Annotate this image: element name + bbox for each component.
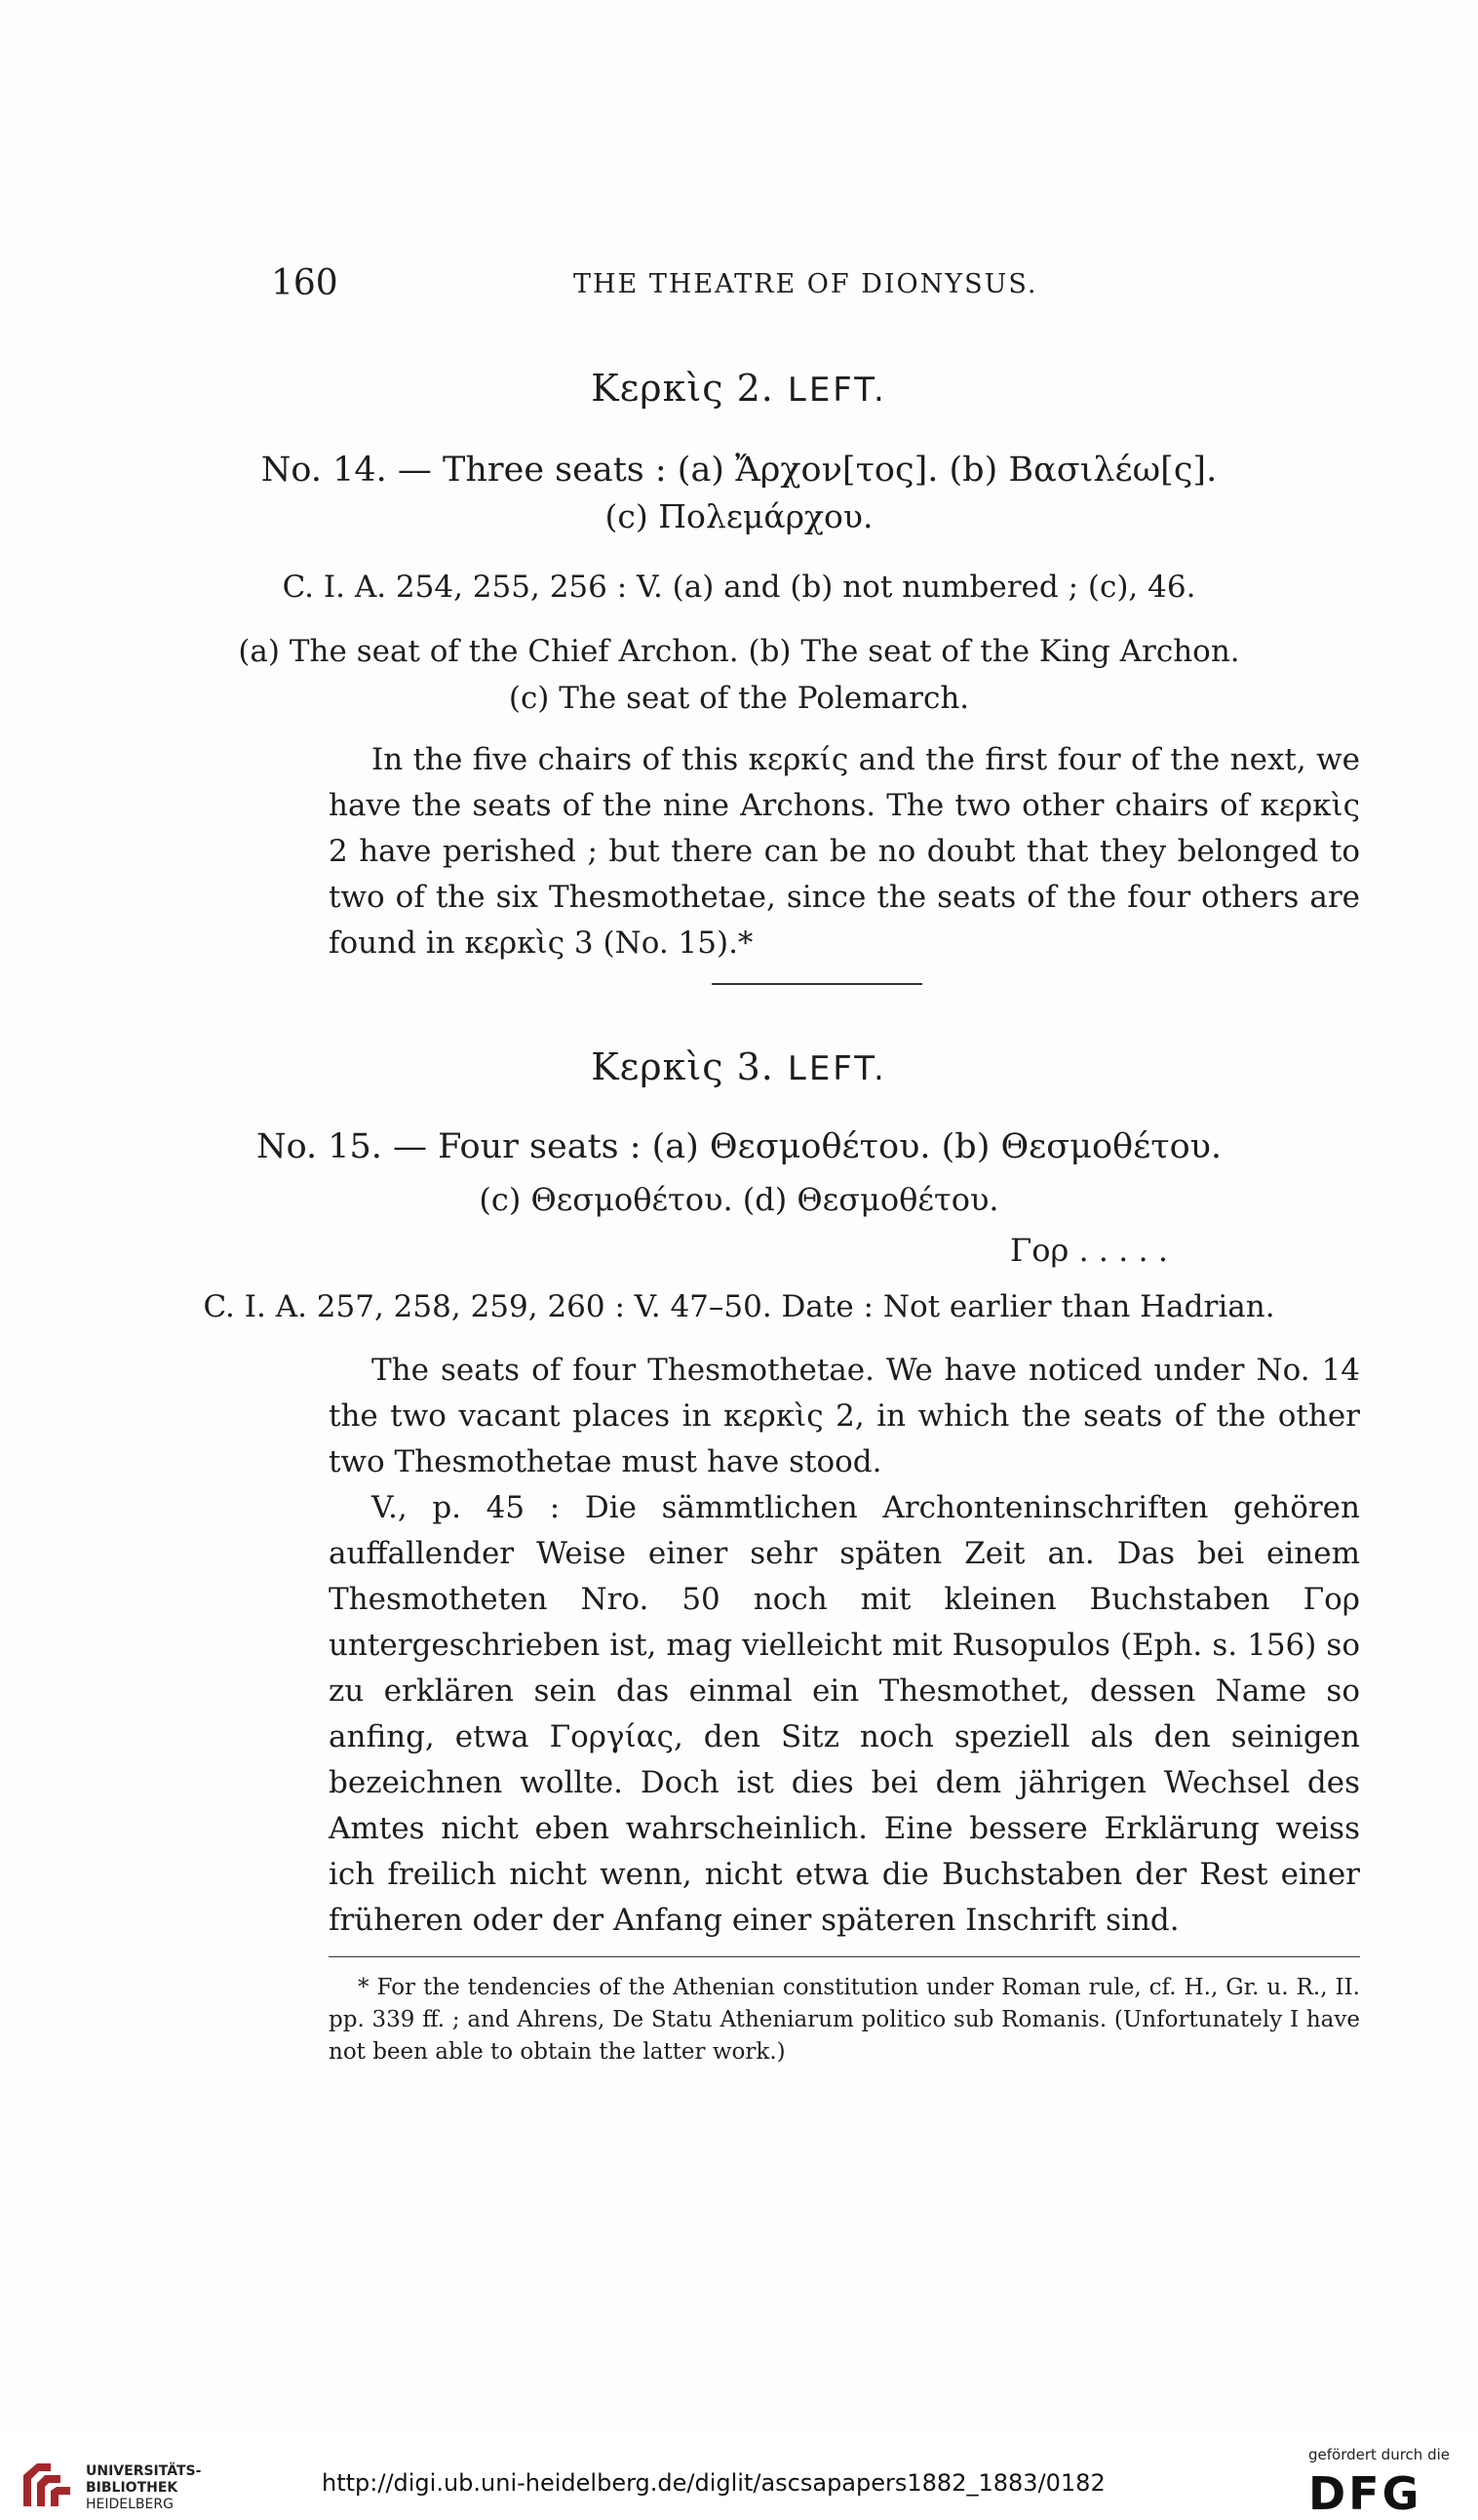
cia-reference: C. I. A. 254, 255, 256 : V. (a) and (b) not numbered ; (c), 46.: [282, 570, 1196, 605]
page-number: 160: [271, 263, 338, 303]
seat-description: (c) The seat of the Polemarch.: [508, 681, 970, 716]
footnote-text: * For the tendencies of the Athenian constitution under Roman rule, cf. H., Gr. u. R., II. pp. 339 ff. ; and Ahrens, De Statu Atheniarum politico sub Romanis. (Unfortunately I have not been able to obtain the latter work.): [329, 1975, 1360, 2065]
cia-reference: C. I. A. 257, 258, 259, 260 : V. 47–50. Date : Not earlier than Hadrian.: [203, 1289, 1275, 1324]
heading-greek: Κερκὶς 2.: [591, 367, 774, 410]
library-line: BIBLIOTHEK: [86, 2480, 178, 2496]
section-divider: [712, 983, 922, 985]
funding-note: gefördert durch die: [1308, 2446, 1450, 2463]
paragraph-text: The seats of four Thesmothetae. We have noticed under No. 14 the two vacant places in κερκὶς 2, in which the seats of the other two Thesmothetae must have stood.: [329, 1353, 1360, 1479]
footnote-rule: [329, 1956, 1360, 1957]
heading-side: LEFT.: [787, 1049, 887, 1088]
paragraph-text: In the five chairs of this κερκίς and the first four of the next, we have the seats of the nine Archons. The two other chairs of κερκὶς 2 have perished ; but there can be no doubt that they belonged to two of the six Thesmothetae, since the seats of the four others are found in κερκὶς 3 (No. 15).*: [329, 742, 1360, 961]
entry-line: (c) Πολεμάρχου.: [604, 497, 874, 535]
section-heading-kerkis-3: [0, 1045, 1478, 1088]
paragraph-text: V., p. 45 : Die sämmtlichen Archonteninschriften gehören auffallender Weise einer sehr späten Zeit an. Das bei einem Thesmotheten Nro. 50 noch mit kleinen Buchstaben Γορ untergeschrieben ist, mag vielleicht mit Rusopulos (Eph. s. 156) so zu erklären sein das einmal ein Thesmothet, dessen Name so anfing, etwa Γοργίας, den Sitz noch speziell als den seinigen bezeichnen wollte. Doch ist dies bei dem jährigen Wechsel des Amtes nicht eben wahrscheinlich. Eine bessere Erklärung weiss ich freilich nicht wenn, nicht etwa die Buchstaben der Rest einer früheren oder der Anfang einer späteren Inschrift sind.: [329, 1490, 1360, 1938]
paragraph: [329, 1348, 1360, 1944]
library-line: UNIVERSITÄTS-: [86, 2463, 202, 2479]
heading-greek: Κερκὶς 3.: [591, 1045, 774, 1088]
library-logo-icon: [18, 2458, 76, 2516]
seat-description: (a) The seat of the Chief Archon. (b) The seat of the King Archon.: [238, 634, 1240, 669]
library-name: [86, 2463, 201, 2513]
section-heading-kerkis-2: [0, 367, 1478, 410]
entry-line: Γορ . . . . .: [1010, 1232, 1168, 1269]
running-title: THE THEATRE OF DIONYSUS.: [573, 269, 1038, 299]
paragraph: [329, 737, 1360, 966]
source-url-link[interactable]: http://digi.ub.uni-heidelberg.de/diglit/ascsapapers1882_1883/0182: [322, 2469, 1106, 2497]
library-line: HEIDELBERG: [86, 2497, 174, 2512]
dfg-logo: DFG: [1308, 2467, 1422, 2520]
footnote: [329, 1972, 1360, 2068]
entry-line: No. 14. — Three seats : (a) Ἄρχον[τος]. (b) Βασιλέω[ς].: [260, 451, 1218, 490]
entry-line: No. 15. — Four seats : (a) Θεσμοθέτου. (b) Θεσμοθέτου.: [255, 1127, 1223, 1166]
entry-line: (c) Θεσμοθέτου. (d) Θεσμοθέτου.: [479, 1181, 999, 1218]
heading-side: LEFT.: [787, 371, 887, 410]
